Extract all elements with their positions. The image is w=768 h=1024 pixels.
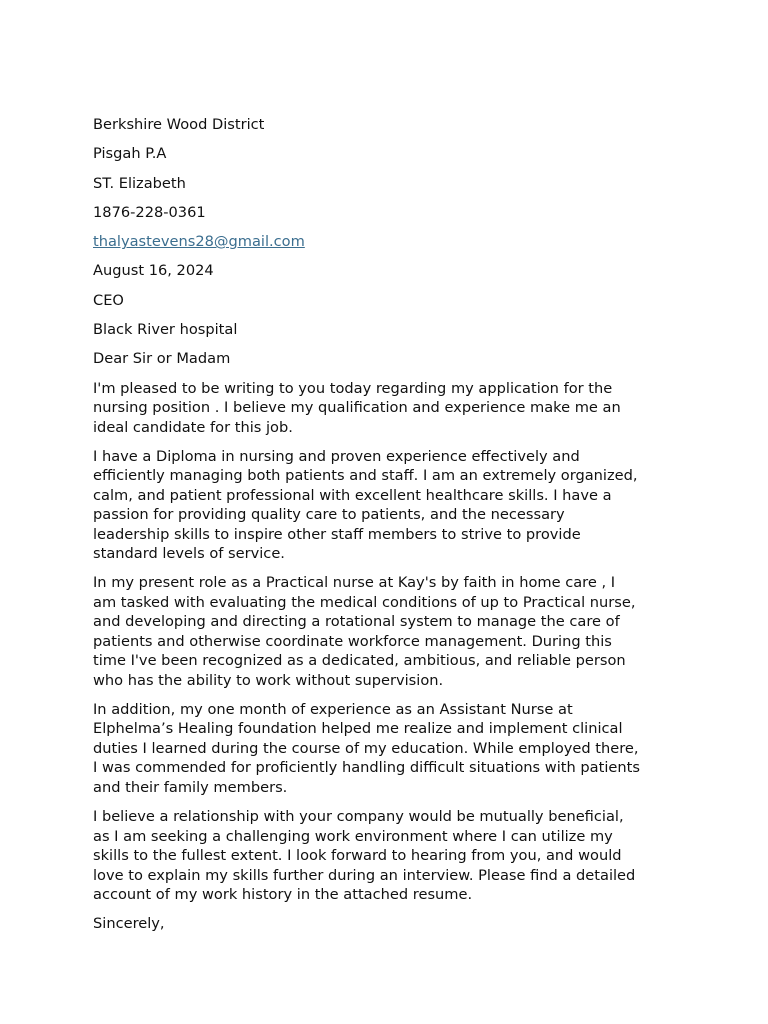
sender-address-line1: Berkshire Wood District [93,116,265,133]
closing: Sincerely, [93,915,165,933]
sender-email-link[interactable]: thalyastevens28@gmail.com [93,233,305,251]
sender-address-line2: Pisgah P.A [93,145,167,163]
body-paragraph-1: I'm pleased to be writing to you today regarding my application for the nursing position . I believe my qualification and experience make me an ideal candidate for this job. [93,379,621,436]
body-paragraph-2: I have a Diploma in nursing and proven experience effectively and efficiently managing both patients and staff. I am an extremely organized, calm, and patient professional with excellent healthcare skills. I have a passion for providing quality care to patients, and the necessary leadership skills to inspire other staff members to strive to provide standard levels of service. [93,447,638,563]
sender-email-line [93,232,683,252]
letter-date: August 16, 2024 [93,262,214,280]
salutation: Dear Sir or Madam [93,350,231,368]
cover-letter [93,115,683,943]
body-paragraph-4: In addition, my one month of experience as an Assistant Nurse at Elphelma’s Healing foundation helped me realize and implement clinical duties I learned during the course of my education. While employed there, I was commended for proficiently handling difficult situations with patients and their family members. [93,700,640,796]
recipient-organization: Black River hospital [93,321,238,339]
sender-address-line3: ST. Elizabeth [93,174,186,192]
body-paragraph-5: I believe a relationship with your company would be mutually beneficial, as I am seeking a challenging work environment where I can utilize my skills to the fullest extent. I look forward to hearing from you, and would love to explain my skills further during an interview. Please find a detailed account of my work history in the attached resume. [93,808,636,904]
body-paragraph-3: In my present role as a Practical nurse at Kay's by faith in home care , I am tasked with evaluating the medical conditions of up to Practical nurse, and developing and directing a rotational system to manage the care of patients and otherwise coordinate workforce management. During this time I've been recognized as a dedicated, ambitious, and reliable person who has the ability to work without supervision. [93,574,636,689]
sender-phone: 1876-228-0361 [93,203,206,221]
recipient-title: CEO [93,291,124,309]
